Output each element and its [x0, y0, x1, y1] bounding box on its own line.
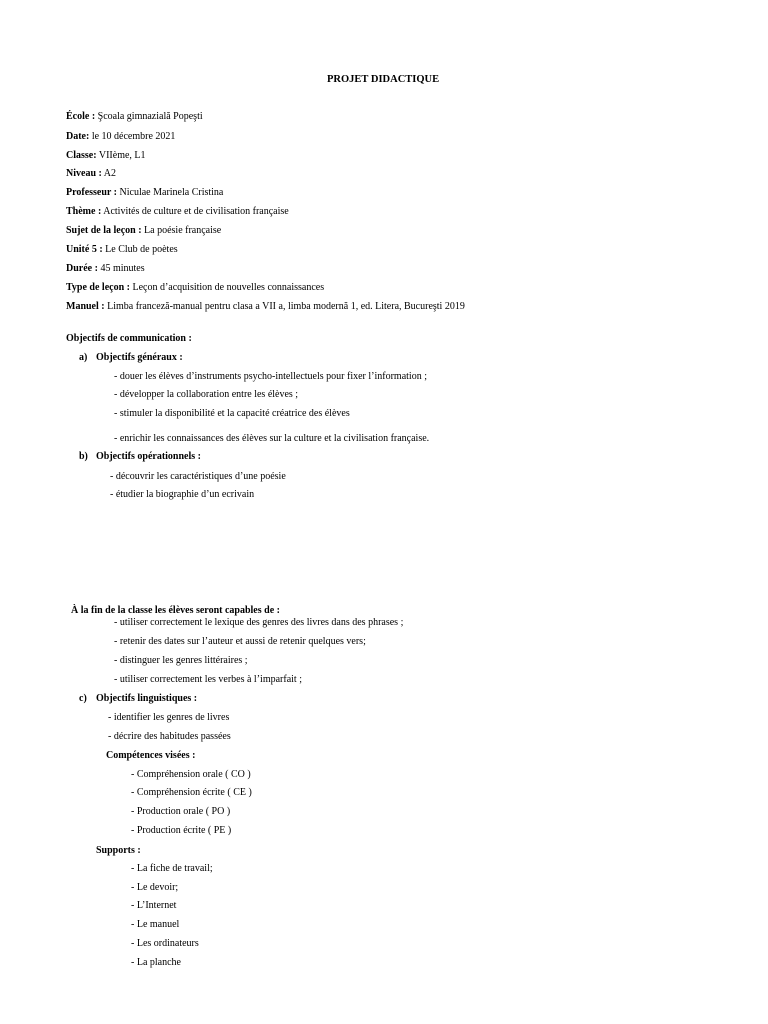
- list-marker: c): [79, 693, 87, 704]
- info-label: Thème :: [66, 206, 102, 217]
- info-line-date: [66, 132, 175, 142]
- list-item: - étudier la biographie d’un ecrivain: [110, 489, 255, 500]
- section-heading-fin-de-classe: À la fin de la classe les élèves seront capables de :: [71, 605, 280, 616]
- info-label: Date:: [66, 131, 90, 142]
- info-line-theme: [66, 207, 289, 217]
- list-item: - Production orale ( PO ): [131, 806, 231, 817]
- info-label: Unité 5 :: [66, 244, 103, 255]
- list-marker: a): [79, 352, 88, 363]
- list-item: - utiliser correctement le lexique des genres des livres dans des phrases ;: [114, 617, 404, 628]
- info-label: Type de leçon :: [66, 282, 130, 293]
- info-label: Professeur :: [66, 187, 118, 198]
- subsection-heading-linguistiques: Objectifs linguistiques :: [96, 693, 198, 704]
- list-item: - Compréhension orale ( CO ): [131, 769, 251, 780]
- info-line-type: [66, 283, 324, 293]
- info-label: École :: [66, 111, 96, 122]
- info-line-ecole: [66, 112, 203, 122]
- info-value: 45 minutes: [97, 263, 145, 274]
- list-item: - enrichir les connaissances des élèves sur la culture et la civilisation française.: [114, 433, 430, 444]
- info-value: Şcoala gimnazială Popeşti: [95, 111, 203, 122]
- list-item: - identifier les genres de livres: [108, 712, 230, 723]
- info-line-unite: [66, 245, 178, 255]
- list-item: - stimuler la disponibilité et la capacité créatrice des élèves: [114, 408, 350, 419]
- info-line-sujet: [66, 226, 221, 236]
- info-label: Classe:: [66, 150, 97, 161]
- list-item: - douer les élèves d’instruments psycho-intellectuels pour fixer l’information ;: [114, 371, 427, 382]
- page-title: PROJET DIDACTIQUE: [327, 74, 440, 85]
- list-item: - Les ordinateurs: [131, 938, 199, 949]
- info-value: Leçon d’acquisition de nouvelles connaissances: [129, 282, 325, 293]
- info-line-professeur: [66, 188, 223, 198]
- subsection-heading-generaux: Objectifs généraux :: [96, 352, 183, 363]
- list-item: - La fiche de travail;: [131, 863, 213, 874]
- list-item: - découvrir les caractéristiques d’une poésie: [110, 471, 286, 482]
- info-value: Limba franceză-manual pentru clasa a VII a, limba modernă 1, ed. Litera, Bucureşti 2019: [104, 301, 465, 312]
- info-value: Activités de culture et de civilisation française: [101, 206, 289, 217]
- info-value: le 10 décembre 2021: [89, 131, 176, 142]
- section-heading-supports: Supports :: [96, 845, 141, 856]
- list-item: - Production écrite ( PE ): [131, 825, 232, 836]
- info-line-duree: [66, 264, 145, 274]
- section-heading-competences: Compétences visées :: [106, 750, 196, 761]
- list-item: - distinguer les genres littéraires ;: [114, 655, 248, 666]
- list-item: - développer la collaboration entre les élèves ;: [114, 389, 299, 400]
- list-item: - Le devoir;: [131, 882, 179, 893]
- list-item: - décrire des habitudes passées: [108, 731, 231, 742]
- info-label: Manuel :: [66, 301, 105, 312]
- info-value: Le Club de poètes: [102, 244, 178, 255]
- subsection-heading-operationnels: Objectifs opérationnels :: [96, 451, 201, 462]
- list-item: - Le manuel: [131, 919, 180, 930]
- info-line-classe: [66, 151, 146, 161]
- info-label: Sujet de la leçon :: [66, 225, 142, 236]
- list-item: - utiliser correctement les verbes à l’imparfait ;: [114, 674, 302, 685]
- info-label: Niveau :: [66, 168, 102, 179]
- list-item: - retenir des dates sur l’auteur et aussi de retenir quelques vers;: [114, 636, 366, 647]
- list-item: - Compréhension écrite ( CE ): [131, 787, 252, 798]
- info-value: Niculae Marinela Cristina: [117, 187, 224, 198]
- info-label: Durée :: [66, 263, 98, 274]
- list-marker: b): [79, 451, 88, 462]
- info-value: VIIème, L1: [96, 150, 146, 161]
- info-value: A2: [101, 168, 117, 179]
- info-line-manuel: [66, 302, 465, 312]
- info-value: La poésie française: [141, 225, 222, 236]
- info-line-niveau: [66, 169, 116, 179]
- section-heading-communication: Objectifs de communication :: [66, 333, 192, 344]
- list-item: - La planche: [131, 957, 181, 968]
- list-item: - L’Internet: [131, 900, 177, 911]
